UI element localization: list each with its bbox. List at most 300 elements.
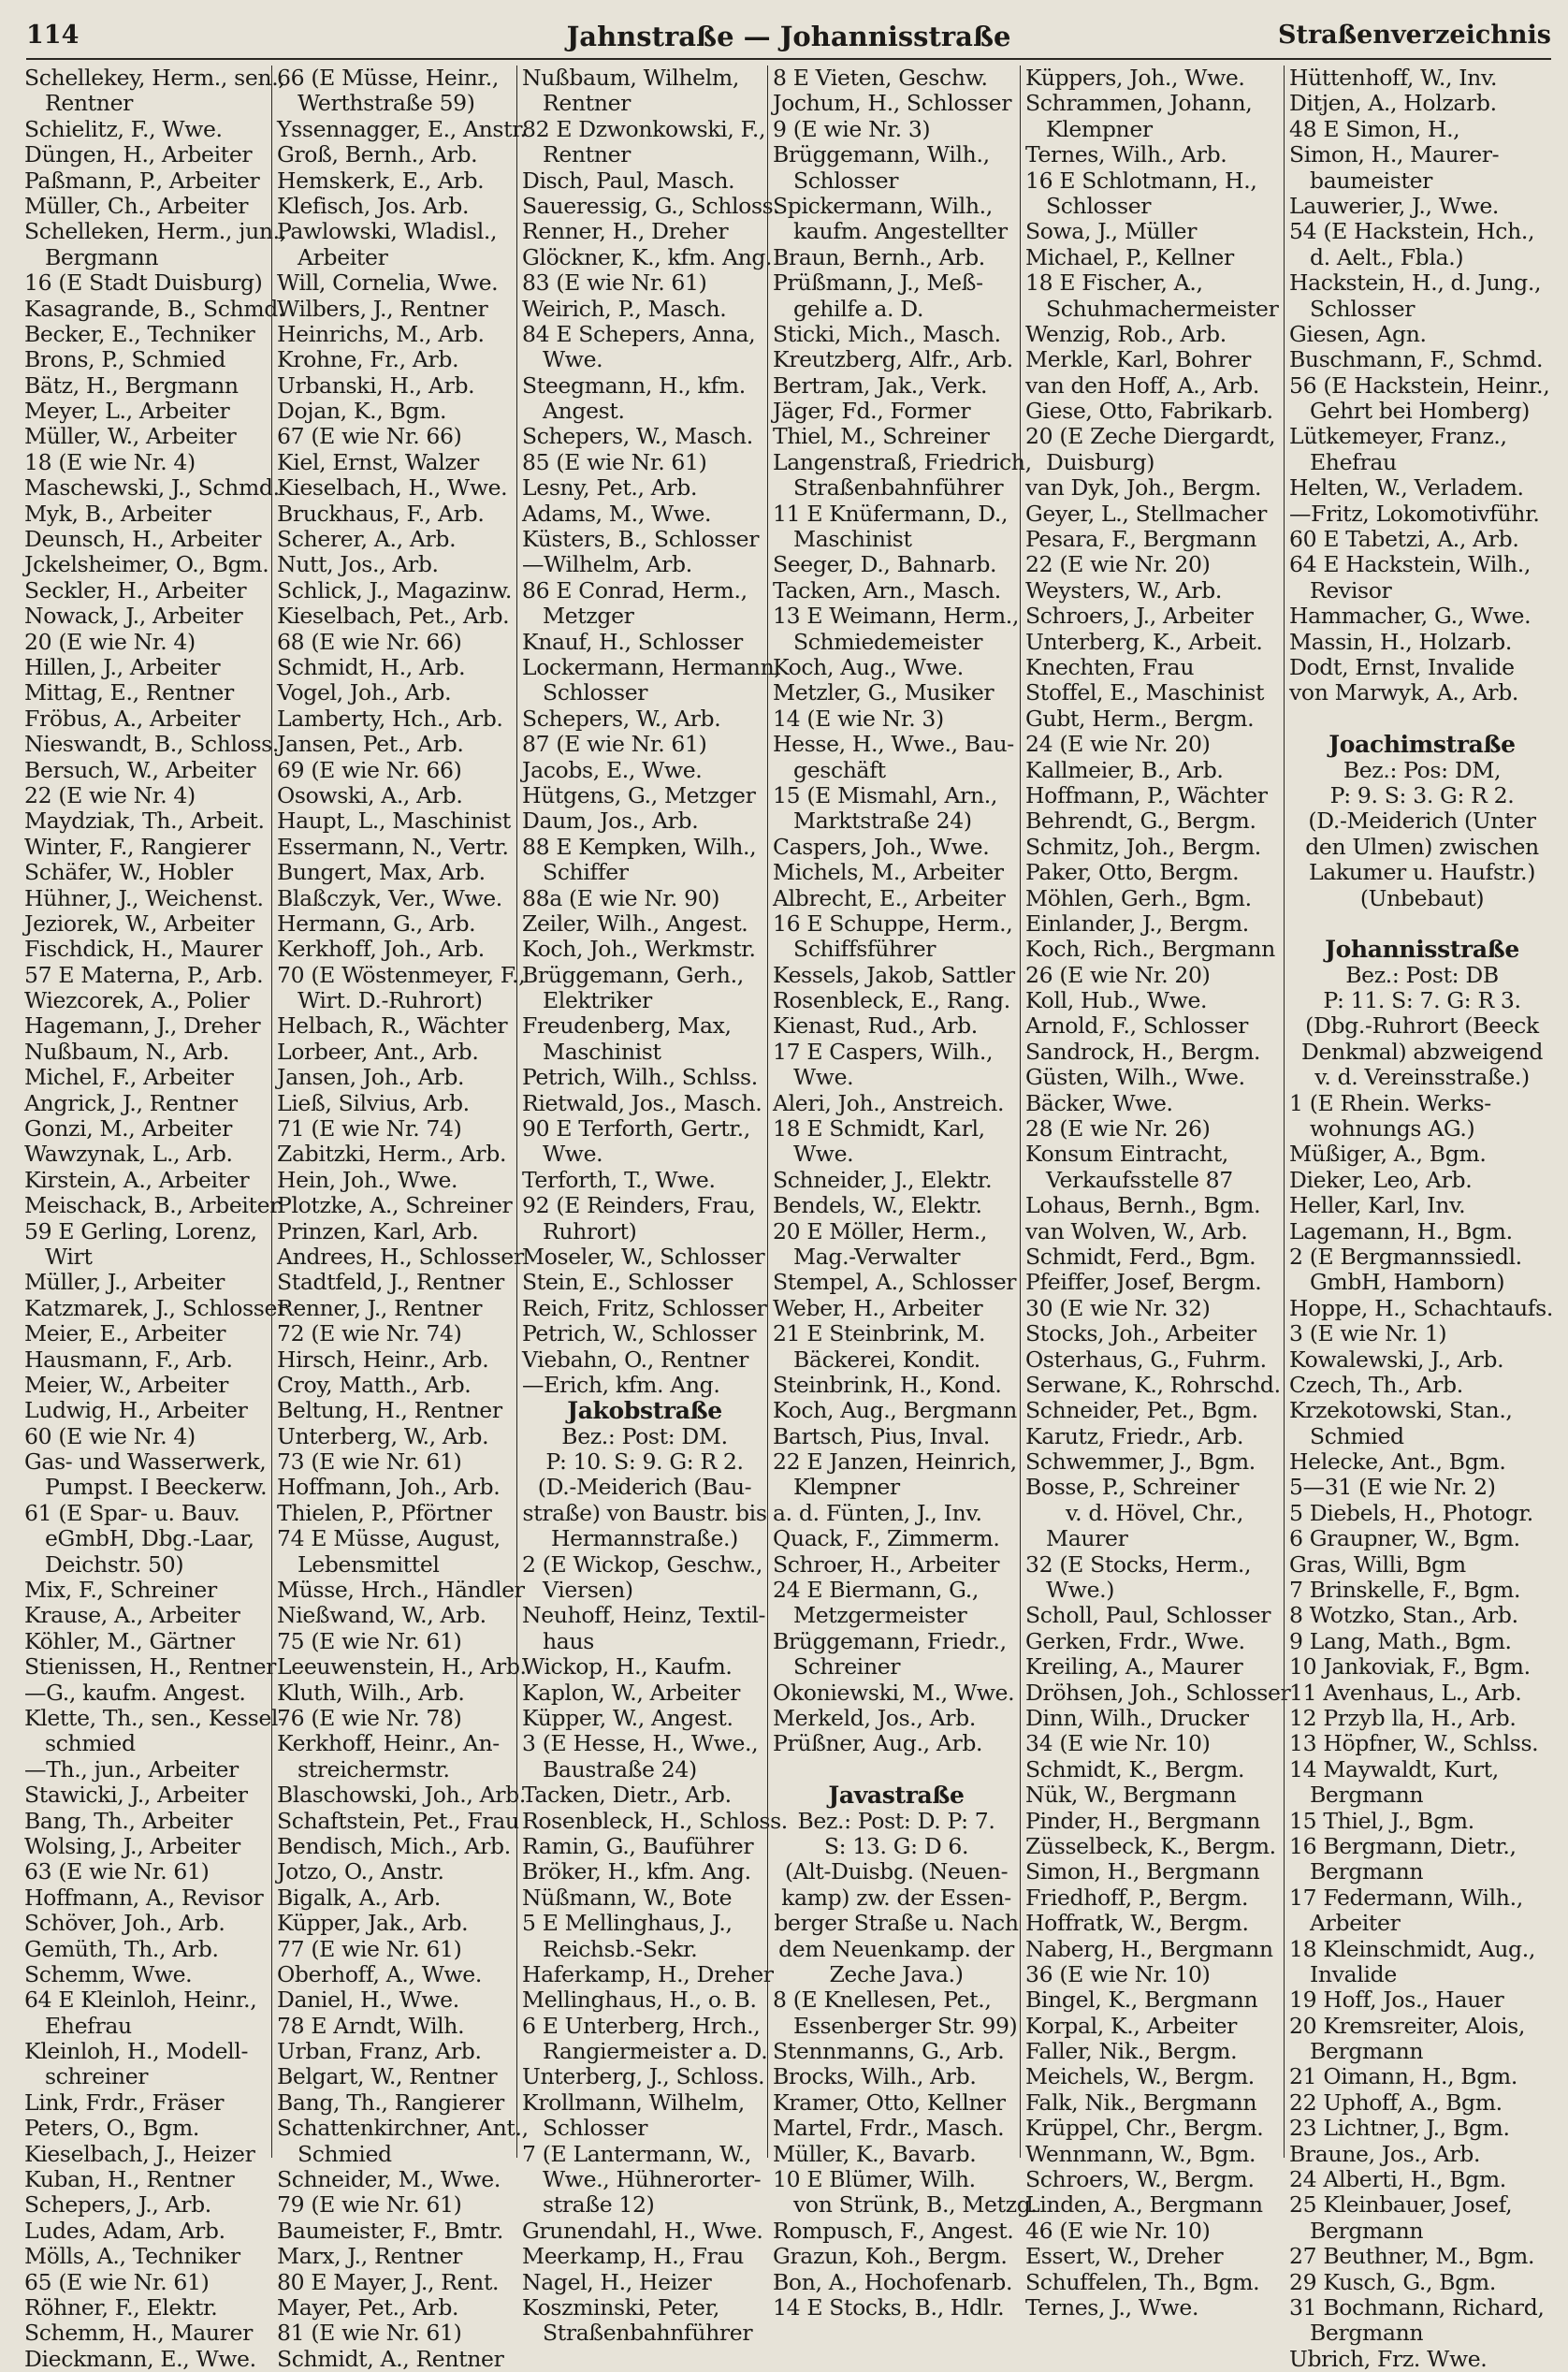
directory-entry: Jansen, Pet., Arb. <box>277 731 464 758</box>
directory-entry: —G., kaufm. Angest. <box>24 1679 246 1706</box>
directory-entry: Marktstraße 24) <box>793 808 972 835</box>
directory-entry: Schöver, Joh., Arb. <box>24 1910 225 1937</box>
directory-entry: 59 E Gerling, Lorenz, <box>24 1217 257 1244</box>
directory-entry: Maydziak, Th., Arbeit. <box>24 808 265 835</box>
directory-entry: Martel, Frdr., Masch. <box>773 2115 1005 2142</box>
directory-entry: Knauf, H., Schlosser <box>522 628 743 655</box>
directory-entry: 60 (E wie Nr. 4) <box>24 1422 196 1449</box>
directory-entry: Mellinghaus, H., o. B. <box>522 1986 757 2014</box>
directory-entry: Lesny, Pet., Arb. <box>522 474 698 502</box>
directory-entry: Reichsb.-Sekr. <box>543 1935 698 1962</box>
directory-entry: 92 (E Reinders, Frau, <box>522 1192 756 1219</box>
directory-entry: Stennmanns, G., Arb. <box>773 2038 1005 2065</box>
directory-entry: 9 Lang, Math., Bgm. <box>1289 1627 1512 1654</box>
directory-entry: Blaßczyk, Ver., Wwe. <box>277 884 502 911</box>
directory-entry: Jäger, Fd., Former <box>773 398 971 425</box>
directory-entry: Kallmeier, B., Arb. <box>1025 756 1224 783</box>
directory-entry: 8 Wotzko, Stan., Arb. <box>1289 1602 1518 1629</box>
directory-entry: Haferkamp, H., Dreher <box>522 1960 774 1987</box>
directory-entry: Bang, Th., Arbeiter <box>24 1807 233 1834</box>
directory-entry: Bertram, Jak., Verk. <box>773 371 988 399</box>
directory-entry: Prinzen, Karl, Arb. <box>277 1217 479 1244</box>
directory-entry: Schlosser <box>1310 295 1416 322</box>
directory-entry: Koszminski, Peter, <box>522 2293 720 2321</box>
directory-entry: 69 (E wie Nr. 66) <box>277 756 462 783</box>
directory-entry: eGmbH, Dbg.-Laar, <box>45 1525 254 1552</box>
directory-entry: Heller, Karl, Inv. <box>1289 1192 1466 1219</box>
directory-entry: Glöckner, K., kfm. Ang. <box>522 243 773 270</box>
directory-entry: 70 (E Wöstenmeyer, F., <box>277 961 526 988</box>
directory-entry: Bröker, H., kfm. Ang. <box>522 1858 751 1885</box>
directory-entry: Zabitzki, Herm., Arb. <box>277 1141 507 1168</box>
directory-entry: Gubt, Herm., Bergm. <box>1025 705 1255 732</box>
directory-entry: Koch, Joh., Werkmstr. <box>522 936 756 963</box>
directory-entry: Wawzynak, L., Arb. <box>24 1141 233 1168</box>
directory-entry: Bigalk, A., Arb. <box>277 1884 442 1911</box>
directory-entry: von Marwyk, A., Arb. <box>1289 679 1519 706</box>
directory-entry: Saueressig, G., Schloss. <box>522 192 780 219</box>
directory-entry: Marx, J., Rentner <box>277 2243 463 2270</box>
directory-entry: Linden, A., Bergmann <box>1025 2191 1263 2219</box>
directory-entry: 14 Maywaldt, Kurt, <box>1289 1755 1499 1783</box>
directory-entry: Lohaus, Bernh., Bgm. <box>1025 1192 1261 1219</box>
directory-entry: Essermann, N., Vertr. <box>277 833 509 860</box>
street-info: (D.-Meiderich (Unter <box>1308 808 1536 835</box>
directory-entry: 71 (E wie Nr. 74) <box>277 1115 462 1142</box>
directory-entry: Schuffelen, Th., Bgm. <box>1025 2268 1260 2295</box>
directory-entry: Rosenbleck, H., Schloss. <box>522 1807 788 1834</box>
directory-entry: 61 (E Spar- u. Bauv. <box>24 1499 240 1526</box>
directory-entry: Düngen, H., Arbeiter <box>24 141 253 168</box>
directory-entry: Müller, Ch., Arbeiter <box>24 192 249 219</box>
directory-entry: 79 (E wie Nr. 61) <box>277 2191 462 2219</box>
directory-entry: Pawlowski, Wladisl., <box>277 218 498 245</box>
directory-entry: Einlander, J., Bergm. <box>1025 910 1249 937</box>
directory-entry: Aleri, Joh., Anstreich. <box>773 1089 1005 1116</box>
directory-entry: 24 E Biermann, G., <box>773 1577 980 1604</box>
directory-entry: Maschinist <box>543 1038 661 1065</box>
directory-entry: Wolsing, J., Arbeiter <box>24 1832 240 1859</box>
directory-entry: Haupt, L., Maschinist <box>277 808 511 835</box>
directory-entry: Falk, Nik., Bergmann <box>1025 2088 1257 2116</box>
directory-entry: 9 (E wie Nr. 3) <box>773 115 931 142</box>
directory-entry: 66 (E Müsse, Heinr., <box>277 65 499 91</box>
directory-entry: 36 (E wie Nr. 10) <box>1025 1960 1211 1987</box>
directory-entry: Bäckerei, Kondit. <box>793 1346 980 1373</box>
directory-entry: Schemm, H., Maurer <box>24 2320 253 2347</box>
directory-entry: Kerkhoff, Joh., Arb. <box>277 936 485 963</box>
directory-entry: Croy, Matth., Arb. <box>277 1371 472 1398</box>
page-header <box>26 21 1551 60</box>
street-info: kamp) zw. der Essen- <box>781 1884 1011 1911</box>
directory-entry: Steinbrink, H., Kond. <box>773 1371 1002 1398</box>
street-info: Denkmal) abzweigend <box>1300 1038 1544 1065</box>
directory-entry: Giesen, Agn. <box>1289 320 1427 347</box>
directory-entry: 29 Kusch, G., Bgm. <box>1289 2268 1496 2295</box>
street-info: Bez.: Post: D. P: 7. <box>797 1807 995 1834</box>
directory-entry: Freudenberg, Max, <box>522 1012 732 1040</box>
directory-entry: Metzgermeister <box>793 1602 967 1629</box>
directory-entry: 8 (E Knellesen, Pet., <box>773 1986 992 2014</box>
directory-entry: 76 (E wie Nr. 78) <box>277 1705 462 1731</box>
directory-entry: Daniel, H., Wwe. <box>277 1986 459 2014</box>
directory-entry: Kreiling, A., Maurer <box>1025 1653 1243 1681</box>
directory-entry: Maschinist <box>793 526 912 553</box>
page-number: 114 <box>26 21 80 50</box>
directory-entry: Schneider, M., Wwe. <box>277 2166 501 2193</box>
column-2 <box>271 65 529 2372</box>
directory-entry: Will, Cornelia, Wwe. <box>277 269 499 297</box>
column-5 <box>1020 65 1291 2321</box>
directory-entry: Schlosser <box>793 167 899 194</box>
directory-entry: 68 (E wie Nr. 66) <box>277 628 462 655</box>
directory-entry: Karutz, Friedr., Arb. <box>1025 1422 1244 1449</box>
directory-entry: Vogel, Joh., Arb. <box>277 679 452 706</box>
directory-entry: Krzekotowski, Stan., <box>1289 1397 1513 1424</box>
directory-entry: Stempel, A., Schlosser <box>773 1269 1017 1296</box>
directory-entry: Osowski, A., Arb. <box>277 781 463 808</box>
street-info: Zeche Java.) <box>829 1960 964 1987</box>
directory-entry: Pumpst. I Beeckerw. <box>45 1474 268 1501</box>
directory-entry: Michel, F., Arbeiter <box>24 1064 234 1091</box>
directory-entry: Brocks, Wilh., Arb. <box>773 2063 977 2090</box>
directory-entry: 18 Kleinschmidt, Aug., <box>1289 1935 1535 1962</box>
directory-entry: Simon, H., Bergmann <box>1025 1858 1260 1885</box>
directory-entry: Bosse, P., Schreiner <box>1025 1474 1240 1501</box>
running-title: Jahnstraße — Johannisstraße <box>566 21 1011 52</box>
directory-entry: 80 E Mayer, J., Rent. <box>277 2268 500 2295</box>
directory-entry: 73 (E wie Nr. 61) <box>277 1448 462 1476</box>
directory-entry: Jansen, Joh., Arb. <box>277 1064 465 1091</box>
directory-entry: Kieselbach, Pet., Arb. <box>277 603 510 630</box>
directory-entry: 30 (E wie Nr. 32) <box>1025 1294 1211 1321</box>
directory-entry: Nießwand, W., Arb. <box>277 1602 486 1629</box>
directory-entry: Jeziorek, W., Arbeiter <box>24 910 254 937</box>
directory-entry: von Strünk, B., Metzg. <box>793 2191 1038 2219</box>
street-info: P: 10. S: 9. G: R 2. <box>545 1448 744 1476</box>
directory-entry: 78 E Arndt, Wilh. <box>277 2012 465 2039</box>
directory-entry: Schwemmer, J., Bgm. <box>1025 1448 1256 1476</box>
directory-entry: Bätz, H., Bergmann <box>24 371 239 399</box>
directory-entry: 77 (E wie Nr. 61) <box>277 1935 462 1962</box>
directory-entry: 64 E Hackstein, Wilh., <box>1289 551 1532 578</box>
directory-entry: Disch, Paul, Masch. <box>522 167 735 194</box>
directory-entry: Wwe. <box>793 1064 854 1091</box>
directory-entry: 15 Thiel, J., Bgm. <box>1289 1807 1474 1834</box>
directory-entry: Werthstraße 59) <box>298 90 475 117</box>
directory-entry: Dröhsen, Joh., Schlosser <box>1025 1679 1291 1706</box>
directory-entry: Wwe. <box>543 1141 603 1168</box>
directory-entry: 65 (E wie Nr. 61) <box>24 2268 210 2295</box>
directory-entry: Kieselbach, J., Heizer <box>24 2140 255 2167</box>
directory-entry: Meerkamp, H., Frau <box>522 2243 744 2270</box>
directory-entry: 2 (E Bergmannssiedl. <box>1289 1243 1522 1270</box>
directory-entry: 81 (E wie Nr. 61) <box>277 2320 462 2347</box>
street-info: v. d. Hövel, Chr., <box>1065 1499 1244 1526</box>
directory-entry: Nagel, H., Heizer <box>522 2268 712 2295</box>
directory-entry: Winter, F., Rangierer <box>24 833 251 860</box>
directory-entry: Massin, H., Holzarb. <box>1289 628 1512 655</box>
directory-entry: Pfeiffer, Josef, Bergm. <box>1025 1269 1262 1296</box>
directory-entry: Bäcker, Wwe. <box>1025 1089 1173 1116</box>
directory-entry: Rentner <box>543 141 632 168</box>
directory-entry: Helbach, R., Wächter <box>277 1012 508 1040</box>
directory-entry: Schemm, Wwe. <box>24 1960 193 1987</box>
directory-entry: Peters, O., Bgm. <box>24 2115 200 2142</box>
directory-entry: Hemskerk, E., Arb. <box>277 167 485 194</box>
directory-entry: Wirt <box>45 1243 93 1270</box>
directory-entry: Helten, W., Verladem. <box>1289 474 1524 502</box>
directory-entry: Adams, M., Wwe. <box>522 500 712 527</box>
directory-entry: Braun, Bernh., Arb. <box>773 243 985 270</box>
directory-entry: Lamberty, Hch., Arb. <box>277 705 503 732</box>
directory-entry: Bergmann <box>1310 1782 1424 1809</box>
directory-entry: Fischdick, H., Maurer <box>24 936 263 963</box>
directory-entry: Kreutzberg, Alfr., Arb. <box>773 346 1013 373</box>
directory-entry: 87 (E wie Nr. 61) <box>522 731 707 758</box>
directory-entry: Moseler, W., Schlosser <box>522 1243 765 1270</box>
directory-entry: a. d. Fünten, J., Inv. <box>773 1499 982 1526</box>
directory-entry: 20 (E Zeche Diergardt, <box>1025 423 1276 450</box>
directory-entry: Müsse, Hrch., Händler <box>277 1577 525 1604</box>
directory-entry: Sticki, Mich., Masch. <box>773 320 1001 347</box>
directory-entry: 17 Federmann, Wilh., <box>1289 1884 1523 1911</box>
directory-entry: Okoniewski, M., Wwe. <box>773 1679 1015 1706</box>
directory-entry: kaufm. Angestellter <box>793 218 1008 245</box>
directory-entry: 5 Diebels, H., Photogr. <box>1289 1499 1533 1526</box>
directory-entry: Hüttenhoff, W., Inv. <box>1289 65 1498 91</box>
directory-entry: Schmidt, A., Rentner <box>277 2345 504 2372</box>
directory-entry: Schiffsführer <box>793 936 936 963</box>
directory-entry <box>1289 706 1555 732</box>
directory-entry: Hirsch, Heinr., Arb. <box>277 1346 489 1373</box>
directory-entry: Gerken, Frdr., Wwe. <box>1025 1627 1245 1654</box>
directory-entry: Weirich, P., Masch. <box>522 295 727 322</box>
street-info: Hermannstraße.) <box>551 1525 738 1552</box>
directory-entry: Angest. <box>543 398 625 425</box>
street-heading: Johannisstraße <box>1325 936 1519 964</box>
directory-entry: 56 (E Hackstein, Heinr., <box>1289 371 1550 399</box>
directory-entry: Nowack, J., Arbeiter <box>24 603 243 630</box>
columns-container <box>24 65 1555 2372</box>
directory-entry: Gemüth, Th., Arb. <box>24 1935 219 1962</box>
directory-entry: Kieselbach, H., Wwe. <box>277 474 508 502</box>
directory-entry: Arbeiter <box>298 243 388 270</box>
directory-entry: 24 (E wie Nr. 20) <box>1025 731 1211 758</box>
directory-entry: Urban, Franz, Arb. <box>277 2038 482 2065</box>
section-title: Straßenverzeichnis <box>1277 21 1551 50</box>
directory-entry: Revisor <box>1310 576 1392 604</box>
directory-entry: Essenberger Str. 99) <box>793 2012 1018 2039</box>
directory-entry: Schuhmachermeister <box>1046 295 1279 322</box>
directory-entry: Lorbeer, Ant., Arb. <box>277 1038 479 1065</box>
directory-entry: 16 Bergmann, Dietr., <box>1289 1832 1517 1859</box>
directory-entry: 8 E Vieten, Geschw. <box>773 65 988 91</box>
directory-entry: Schelleken, Herm., jun., <box>24 218 286 245</box>
street-info: P: 11. S: 7. G: R 3. <box>1323 987 1521 1014</box>
directory-entry: 46 (E wie Nr. 10) <box>1025 2217 1211 2244</box>
directory-entry: 22 Uphoff, A., Bgm. <box>1289 2088 1503 2116</box>
directory-entry: Meier, E., Arbeiter <box>24 1320 226 1347</box>
directory-entry: Ludwig, H., Arbeiter <box>24 1397 248 1424</box>
directory-entry: —Erich, kfm. Ang. <box>522 1371 720 1398</box>
directory-entry: Tacken, Dietr., Arb. <box>522 1782 732 1809</box>
directory-entry: schmied <box>45 1730 136 1757</box>
directory-entry: 20 (E wie Nr. 4) <box>24 628 196 655</box>
directory-entry: Deunsch, H., Arbeiter <box>24 526 262 553</box>
directory-entry: Schellekey, Herm., sen., <box>24 65 285 91</box>
directory-entry: Daum, Jos., Arb. <box>522 808 699 835</box>
directory-entry: 23 Lichtner, J., Bgm. <box>1289 2115 1510 2142</box>
directory-entry: Straßenbahnführer <box>793 474 1004 502</box>
directory-entry: Rietwald, Jos., Masch. <box>522 1089 762 1116</box>
directory-entry: Hesse, H., Wwe., Bau- <box>773 731 1014 758</box>
directory-entry: Plotzke, A., Schreiner <box>277 1192 513 1219</box>
directory-entry: Petrich, Wilh., Schlss. <box>522 1064 758 1091</box>
directory-entry: 75 (E wie Nr. 61) <box>277 1627 462 1654</box>
directory-entry: Jckelsheimer, O., Bgm. <box>24 551 269 578</box>
directory-entry: baumeister <box>1310 167 1433 194</box>
directory-entry: 85 (E wie Nr. 61) <box>522 448 707 475</box>
directory-entry: straße 12) <box>543 2191 655 2219</box>
directory-entry: Schreiner <box>793 1653 901 1681</box>
directory-entry: Seckler, H., Arbeiter <box>24 576 247 604</box>
directory-entry: Küpper, W., Angest. <box>522 1705 733 1731</box>
directory-entry: gehilfe a. D. <box>793 295 924 322</box>
directory-entry: Gonzi, M., Arbeiter <box>24 1115 232 1142</box>
street-heading: Javastraße <box>828 1782 965 1810</box>
directory-entry: Zeiler, Wilh., Angest. <box>522 910 748 937</box>
directory-entry: Heinrichs, M., Arb. <box>277 320 485 347</box>
directory-entry: Güsten, Wilh., Wwe. <box>1025 1064 1245 1091</box>
directory-entry: Schlosser <box>543 679 648 706</box>
directory-entry: Simon, H., Maurer- <box>1289 141 1500 168</box>
directory-entry: Müller, K., Bavarb. <box>773 2140 977 2167</box>
directory-entry: Baustraße 24) <box>543 1755 697 1783</box>
directory-entry: 67 (E wie Nr. 66) <box>277 423 462 450</box>
directory-entry: Ternes, J., Wwe. <box>1025 2293 1199 2321</box>
directory-entry: Merkeld, Jos., Arb. <box>773 1705 976 1731</box>
directory-entry: Stienissen, H., Rentner <box>24 1653 277 1681</box>
directory-entry: Kaplon, W., Arbeiter <box>522 1679 741 1706</box>
directory-entry: Behrendt, G., Bergm. <box>1025 808 1256 835</box>
directory-entry: Neuhoff, Heinz, Textil- <box>522 1602 766 1629</box>
directory-entry: Nußbaum, Wilhelm, <box>522 65 739 91</box>
directory-entry: Meyer, L., Arbeiter <box>24 398 230 425</box>
directory-entry: Röhner, F., Elektr. <box>24 2293 218 2321</box>
directory-entry: Bergmann <box>1310 2320 1424 2347</box>
directory-entry: Möhlen, Gerh., Bgm. <box>1025 884 1252 911</box>
street-info: den Ulmen) zwischen <box>1305 833 1539 860</box>
directory-entry: Hackstein, H., d. Jung., <box>1289 269 1542 297</box>
street-info: berger Straße u. Nach <box>774 1910 1019 1937</box>
directory-entry: 18 E Schmidt, Karl, <box>773 1115 985 1142</box>
directory-entry: 18 (E wie Nr. 4) <box>24 448 196 475</box>
directory-entry: van Wolven, W., Arb. <box>1025 1217 1248 1244</box>
directory-entry: Nußbaum, N., Arb. <box>24 1038 230 1065</box>
directory-entry: Kasagrande, B., Schmd. <box>24 295 285 322</box>
directory-entry: Bergmann <box>1310 1858 1424 1885</box>
directory-entry: Grazun, Koh., Bergm. <box>773 2243 1008 2270</box>
directory-entry: Michael, P., Kellner <box>1025 243 1234 270</box>
directory-entry: Schroers, W., Bergm. <box>1025 2166 1255 2193</box>
directory-entry: 6 Graupner, W., Bgm. <box>1289 1525 1520 1552</box>
directory-entry: Rompusch, F., Angest. <box>773 2217 1014 2244</box>
directory-entry: 11 Avenhaus, L., Arb. <box>1289 1679 1522 1706</box>
directory-entry: Koll, Hub., Wwe. <box>1025 987 1208 1014</box>
directory-entry: Schlosser <box>1046 192 1152 219</box>
directory-entry: Maschewski, J., Schmd. <box>24 474 280 502</box>
directory-entry: Beltung, H., Rentner <box>277 1397 502 1424</box>
directory-entry: Andrees, H., Schlosser <box>277 1243 524 1270</box>
directory-entry: Belgart, W., Rentner <box>277 2063 498 2090</box>
directory-entry: Schiffer <box>543 859 629 886</box>
directory-entry: 3 (E Hesse, H., Wwe., <box>522 1730 759 1757</box>
directory-entry: Pinder, H., Bergmann <box>1025 1807 1260 1834</box>
directory-entry: Ehefrau <box>1310 448 1397 475</box>
directory-entry: Hein, Joh., Wwe. <box>277 1166 458 1193</box>
directory-entry: 32 (E Stocks, Herm., <box>1025 1550 1252 1578</box>
directory-entry: Koch, Aug., Wwe. <box>773 653 964 680</box>
directory-entry: 25 Kleinbauer, Josef, <box>1289 2191 1513 2219</box>
directory-entry: Schmied <box>1310 1422 1404 1449</box>
street-info: dem Neuenkamp. der <box>778 1935 1014 1962</box>
directory-entry: 88 E Kempken, Wilh., <box>522 833 757 860</box>
directory-entry: Reich, Fritz, Schlosser <box>522 1294 767 1321</box>
directory-entry: Kiel, Ernst, Walzer <box>277 448 479 475</box>
directory-entry: van Dyk, Joh., Bergm. <box>1025 474 1262 502</box>
directory-entry: Kramer, Otto, Kellner <box>773 2088 1006 2116</box>
directory-entry: Katzmarek, J., Schlosser <box>24 1294 287 1321</box>
directory-entry: Brüggemann, Gerh., <box>522 961 744 988</box>
directory-entry: 12 Przyb lla, H., Arb. <box>1289 1705 1517 1731</box>
directory-entry: Schrammen, Johann, <box>1025 90 1253 117</box>
directory-entry: Brüggemann, Friedr., <box>773 1627 1007 1654</box>
directory-entry: 16 E Schlotmann, H., <box>1025 167 1257 194</box>
directory-entry: Gras, Willi, Bgm <box>1289 1550 1466 1578</box>
directory-entry: van den Hoff, A., Arb. <box>1025 371 1259 399</box>
street-info: Bez.: Pos: DM, <box>1343 756 1502 783</box>
directory-entry: 13 Höpfner, W., Schlss. <box>1289 1730 1539 1757</box>
directory-entry: Hoppe, H., Schachtaufs. <box>1289 1294 1553 1321</box>
directory-entry: 16 E Schuppe, Herm., <box>773 910 1013 937</box>
directory-entry: 64 E Kleinloh, Heinr., <box>24 1986 257 2014</box>
directory-entry: Caspers, Joh., Wwe. <box>773 833 990 860</box>
directory-entry: Bergmann <box>1310 2217 1424 2244</box>
directory-entry: 74 E Müsse, August, <box>277 1525 501 1552</box>
directory-entry: Schroers, J., Arbeiter <box>1025 603 1254 630</box>
directory-entry: Bergmann <box>45 243 159 270</box>
directory-entry: Müller, W., Arbeiter <box>24 423 237 450</box>
directory-entry: Gehrt bei Homberg) <box>1310 398 1530 425</box>
directory-entry: Schlosser <box>543 2115 648 2142</box>
directory-entry: Klefisch, Jos. Arb. <box>277 192 470 219</box>
directory-entry: Kienast, Rud., Arb. <box>773 1012 978 1040</box>
directory-entry: Wwe.) <box>1046 1577 1115 1604</box>
directory-entry: Bon, A., Hochofenarb. <box>773 2268 1013 2295</box>
directory-entry: Seeger, D., Bahnarb. <box>773 551 997 578</box>
directory-entry: Geyer, L., Stellmacher <box>1025 500 1267 527</box>
directory-entry: Hausmann, F., Arb. <box>24 1346 233 1373</box>
directory-entry: Becker, E., Techniker <box>24 320 255 347</box>
directory-entry <box>1289 911 1555 937</box>
directory-entry: Straßenbahnführer <box>543 2320 753 2347</box>
street-info: v. d. Vereinsstraße.) <box>1314 1064 1530 1091</box>
directory-entry: Knechten, Frau <box>1025 653 1195 680</box>
street-info: straße) von Baustr. bis <box>522 1499 767 1526</box>
directory-entry: Czech, Th., Arb. <box>1289 1371 1463 1398</box>
directory-entry: Müßiger, A., Bgm. <box>1289 1141 1487 1168</box>
